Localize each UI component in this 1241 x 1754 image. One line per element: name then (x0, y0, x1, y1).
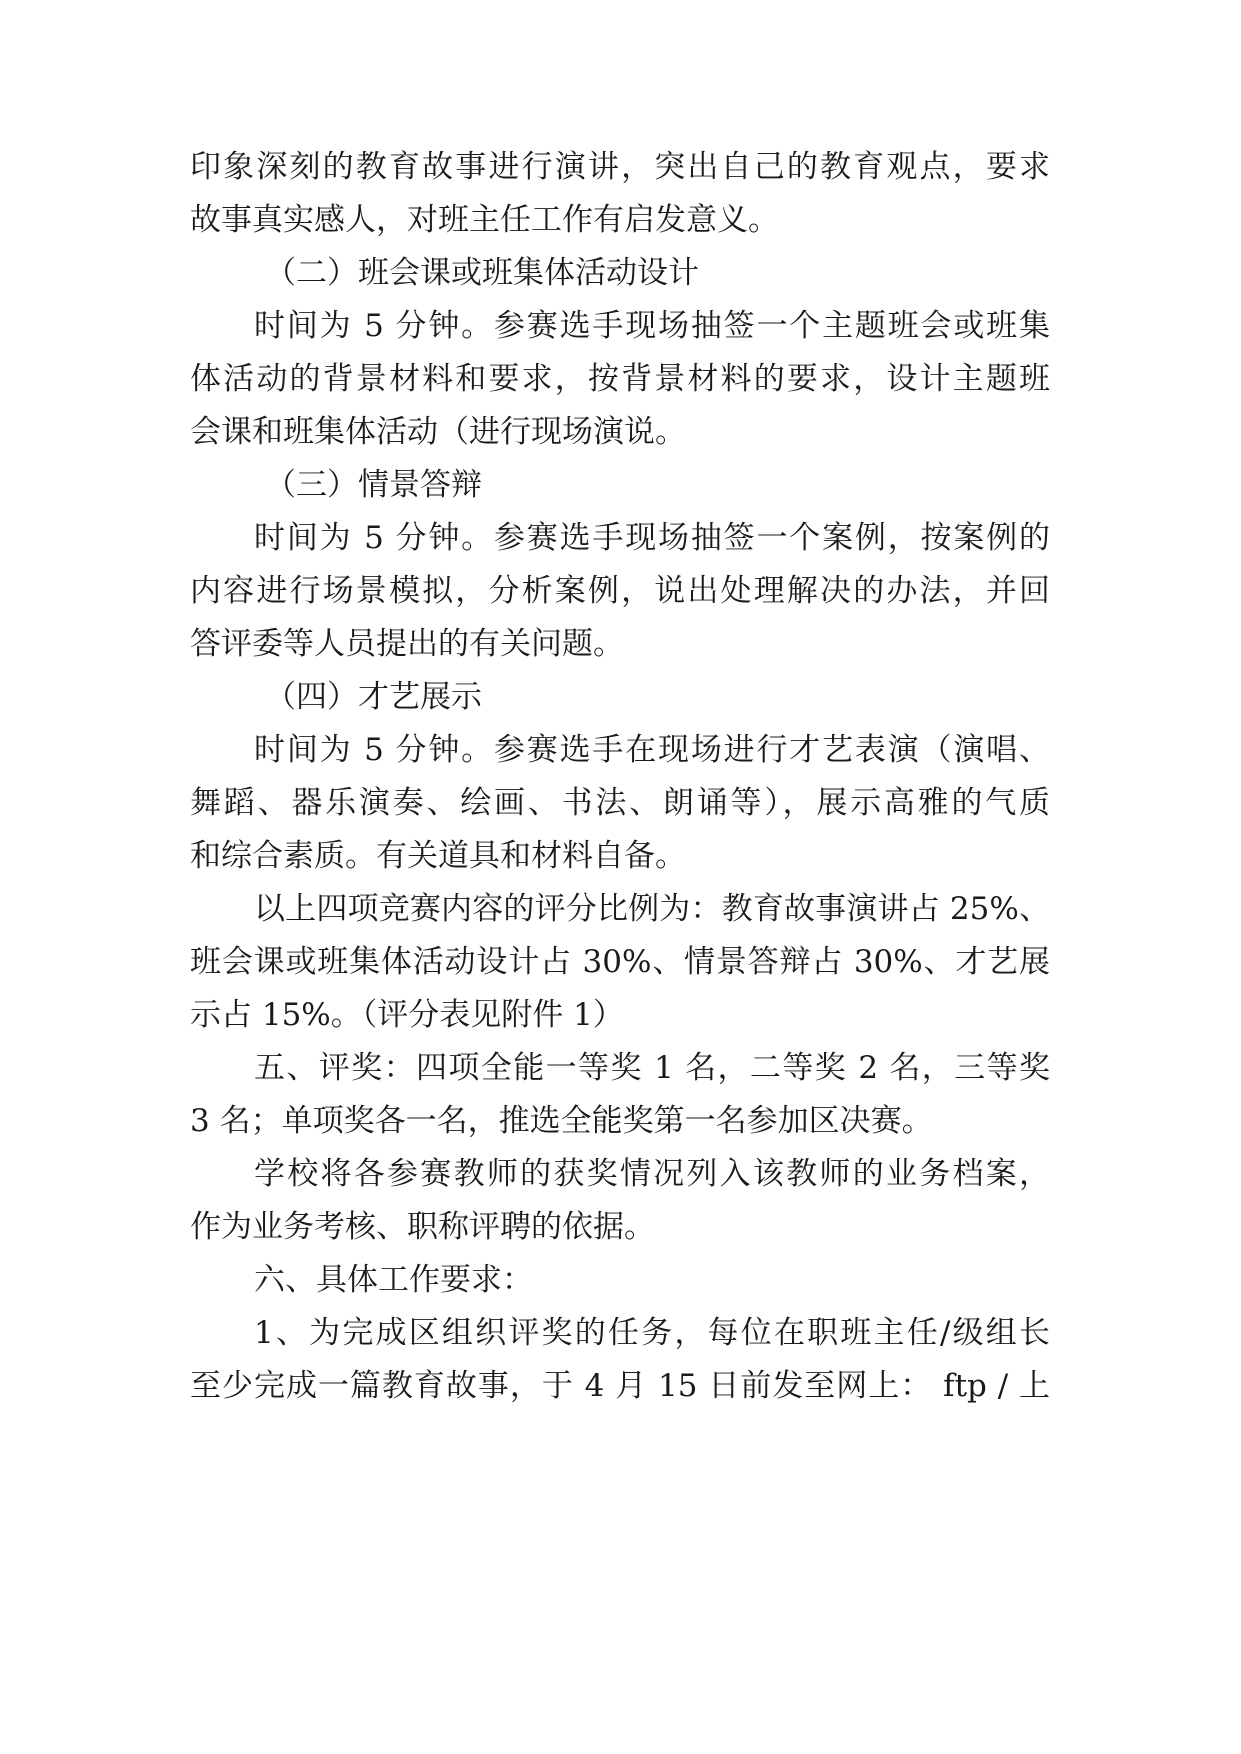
text-line: 学校将各参赛教师的获奖情况列入该教师的业务档案， (254, 1156, 1050, 1192)
text-line: 和综合素质。有关道具和材料自备。 (190, 838, 686, 874)
text-line: 班会课或班集体活动设计占 30%、情景答辩占 30%、才艺展 (190, 944, 1050, 980)
text-line: 时间为 5 分钟。参赛选手在现场进行才艺表演（演唱、 (254, 732, 1050, 768)
text-line: 时间为 5 分钟。参赛选手现场抽签一个主题班会或班集 (254, 308, 1050, 344)
text-line: 答评委等人员提出的有关问题。 (190, 626, 624, 662)
text-line: 作为业务考核、职称评聘的依据。 (190, 1209, 655, 1245)
text-line: 以上四项竞赛内容的评分比例为：教育故事演讲占 25%、 (254, 891, 1050, 927)
text-line: 体活动的背景材料和要求，按背景材料的要求，设计主题班 (190, 361, 1050, 397)
text-line: 示占 15%。（评分表见附件 1） (190, 997, 624, 1033)
text-line: 至少完成一篇教育故事，于 4 月 15 日前发至网上： ftp / 上 (190, 1368, 1050, 1404)
section-heading: （四）才艺展示 (265, 679, 482, 715)
text-line: 内容进行场景模拟，分析案例，说出处理解决的办法，并回 (190, 573, 1050, 609)
text-line: 1、为完成区组织评奖的任务，每位在职班主任/级组长 (254, 1315, 1050, 1351)
section-heading: （二）班会课或班集体活动设计 (265, 255, 699, 291)
section-heading: （三）情景答辩 (265, 467, 482, 503)
section-heading: 六、具体工作要求： (254, 1262, 533, 1298)
text-line: 印象深刻的教育故事进行演讲，突出自己的教育观点，要求 (190, 149, 1050, 185)
text-line: 五、评奖：四项全能一等奖 1 名，二等奖 2 名，三等奖 (254, 1050, 1050, 1086)
text-line: 故事真实感人，对班主任工作有启发意义。 (190, 202, 779, 238)
text-line: 舞蹈、器乐演奏、绘画、书法、朗诵等），展示高雅的气质 (190, 785, 1050, 821)
text-line: 会课和班集体活动（进行现场演说。 (190, 414, 686, 450)
text-line: 时间为 5 分钟。参赛选手现场抽签一个案例，按案例的 (254, 520, 1050, 556)
text-line: 3 名；单项奖各一名，推选全能奖第一名参加区决赛。 (190, 1103, 933, 1139)
